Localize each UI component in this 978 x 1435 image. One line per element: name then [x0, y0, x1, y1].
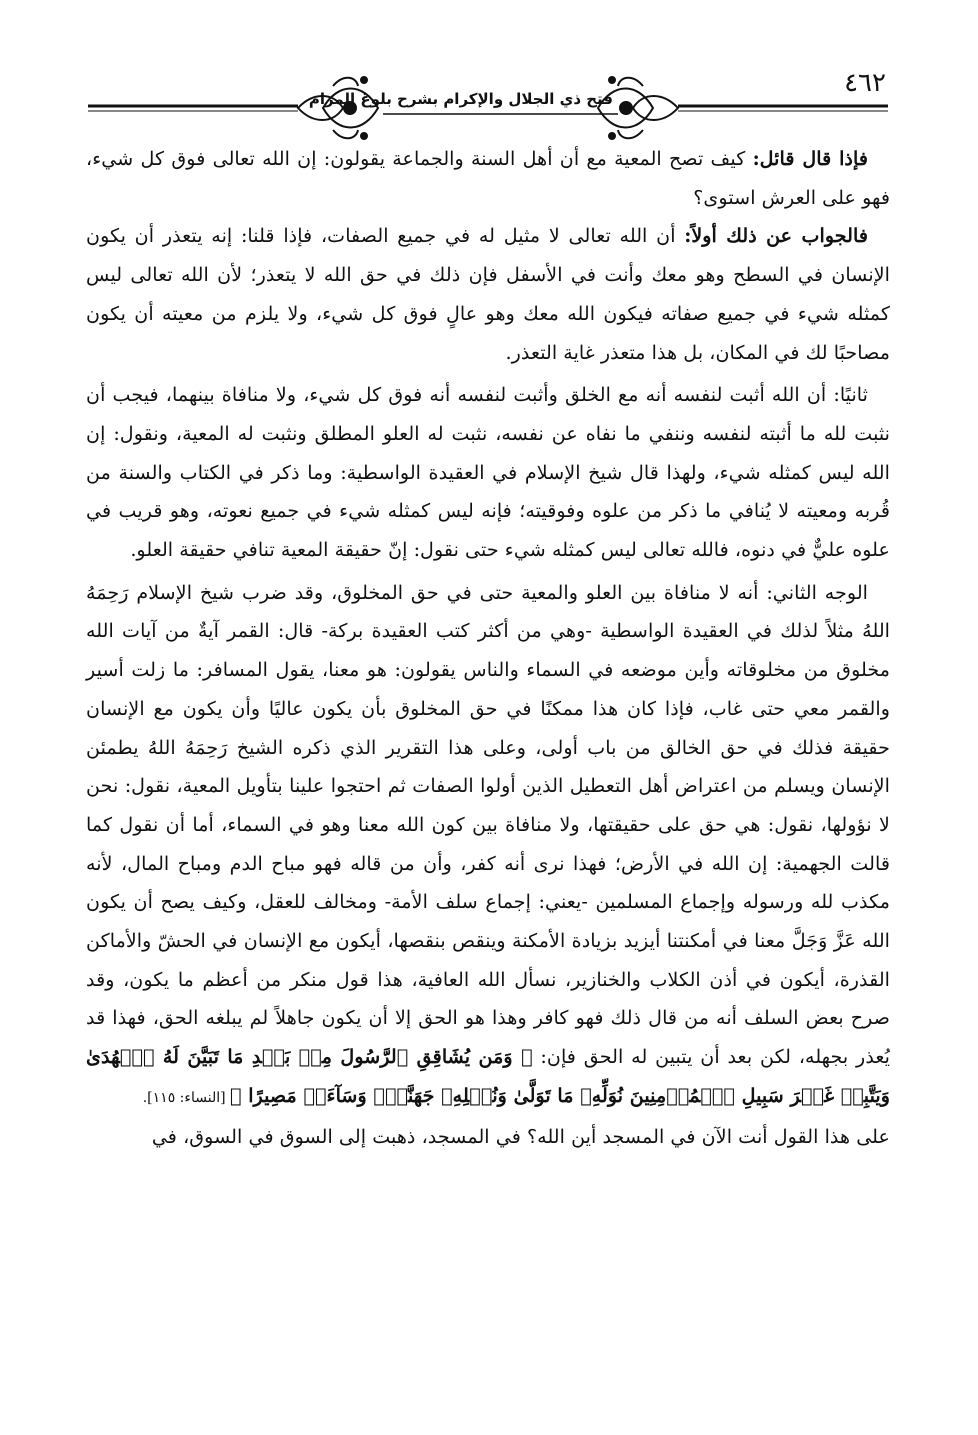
- paragraph-lead: فإذا قال قائل:: [752, 147, 868, 170]
- book-title: فتح ذي الجلال والإكرام بشرح بلوغ المرام: [308, 90, 613, 108]
- paragraph-answer-first: [86, 217, 890, 372]
- paragraph-text: ثانيًا: أن الله أثبت لنفسه أنه مع الخلق وأثبت لنفسه أنه فوق كل شيء، ولا منافاة بينهما، فيجب أن نثبت لله ما أثبته لنفسه وننفي ما نفاه عن نفسه، نثبت له العلو المطلق ونثبت له المعية، ونقول: إن الله ليس كمثله شيء، ولهذا قال شيخ الإسلام في العقيدة الواسطية: وما ذكر في الكتاب والسنة من قُربه ومعيته لا يُنافي ما ذكر من علوه وفوقيته؛ فإنه ليس كمثله شيء في جميع نعوته، وهو قريب في علوه عليٌّ في دنوه، فالله تعالى ليس كمثله شيء حتى نقول: إنّ حقيقة المعية تنافي حقيقة العلو.: [86, 383, 890, 562]
- paragraph-answer-second: [86, 376, 890, 570]
- quran-verse: ﴿ وَمَن يُشَاقِقِ ٱلرَّسُولَ مِنۢ بَعۡدِ مَا تَبَيَّنَ لَهُ ٱلۡهُدَىٰ وَيَتَّبِعۡ غَيۡرَ سَبِيلِ ٱلۡمُؤۡمِنِينَ نُوَلِّهِۦ مَا تَوَلَّىٰ وَنُصۡلِهِۦ جَهَنَّمَۖ وَسَآءَتۡ مَصِيرًا ﴾: [86, 1045, 890, 1107]
- paragraph-question: [86, 140, 890, 217]
- paragraph-text: الوجه الثاني: أنه لا منافاة بين العلو والمعية حتى في حق المخلوق، وقد ضرب شيخ الإسلام رَحِمَهُ اللهُ مثلاً لذلك في العقيدة الواسطية -وهي من أكثر كتب العقيدة بركة- قال: القمر آيةٌ من آيات الله مخلوق من مخلوقاته وأين موضعه في السماء والناس يقولون: هو معنا، يقول المسافر: ما زلت أسير والقمر معي حتى غاب، فإذا كان هذا ممكنًا في حق المخلوق بأن يكون عاليًا وأن يكون مع الإنسان حقيقة فذلك في حق الخالق من باب أولى، وعلى هذا التقرير الذي ذكره الشيخ رَحِمَهُ اللهُ يطمئن الإنسان ويسلم من اعتراض أهل التعطيل الذين أولوا الصفات ثم احتجوا علينا بتأويل المعية، نقول: نحن لا نؤولها، نقول: هي حق على حقيقتها، ولا منافاة بين كون الله معنا وهو في السماء، أما أن نقول كما قالت الجهمية: إن الله في الأرض؛ فهذا نرى أنه كفر، وأن من قاله فهو مباح الدم ومباح المال، لأنه مكذب لله ورسوله وإجماع المسلمين -يعني: إجماع سلف الأمة- ومخالف للعقل، وكيف يصح أن يكون الله عَزَّ وَجَلَّ معنا في أمكنتنا أيزيد بزيادة الأمكنة وينقص بنقصها، أيكون مع الإنسان في الحشّ والأماكن القذرة، أيكون في أذن الكلاب والخنازير، نسأل الله العافية، هذا قول منكر من أعظم ما يكون، وقد صرح بعض السلف أنه من قال ذلك فهو كافر وهذا هو الحق إلا أن يكون جاهلاً لم يبلغه الحق، فهذا قد يُعذر بجهله، لكن بعد أن يتبين له الحق فإن:: [86, 580, 890, 1069]
- page-number: ٤٦٢: [844, 68, 886, 98]
- page-body: [86, 140, 890, 1156]
- left-flourish-icon: [298, 77, 378, 139]
- paragraph-text: كيف تصح المعية مع أن أهل السنة والجماعة يقولون: إن الله تعالى فوق كل شيء، فهو على العرش استوى؟: [86, 147, 890, 209]
- paragraph-lead: فالجواب عن ذلك أولاً:: [684, 224, 868, 248]
- paragraph-text: أن الله تعالى لا مثيل له في جميع الصفات، فإذا قلنا: إنه يتعذر أن يكون الإنسان في السطح وهو معك وأنت في الأسفل فإن ذلك في حق الله لا يتعذر؛ لأن الله تعالى ليس كمثله شيء في جميع صفاته فيكون الله معك وهو عالٍ فوق كل شيء، ولا يلزم من معيته أن يكون مصاحبًا لك في المكان، بل هذا متعذر غاية التعذر.: [86, 224, 890, 364]
- paragraph-tail: على هذا القول أنت الآن في المسجد أين الله؟ في المسجد، ذهبت إلى السوق في السوق، في: [151, 1124, 890, 1148]
- sura-reference: [النساء: ١١٥].: [142, 1089, 231, 1106]
- paragraph-second-aspect: [86, 574, 890, 1157]
- right-flourish-icon: [598, 77, 678, 139]
- page-header: [88, 62, 888, 142]
